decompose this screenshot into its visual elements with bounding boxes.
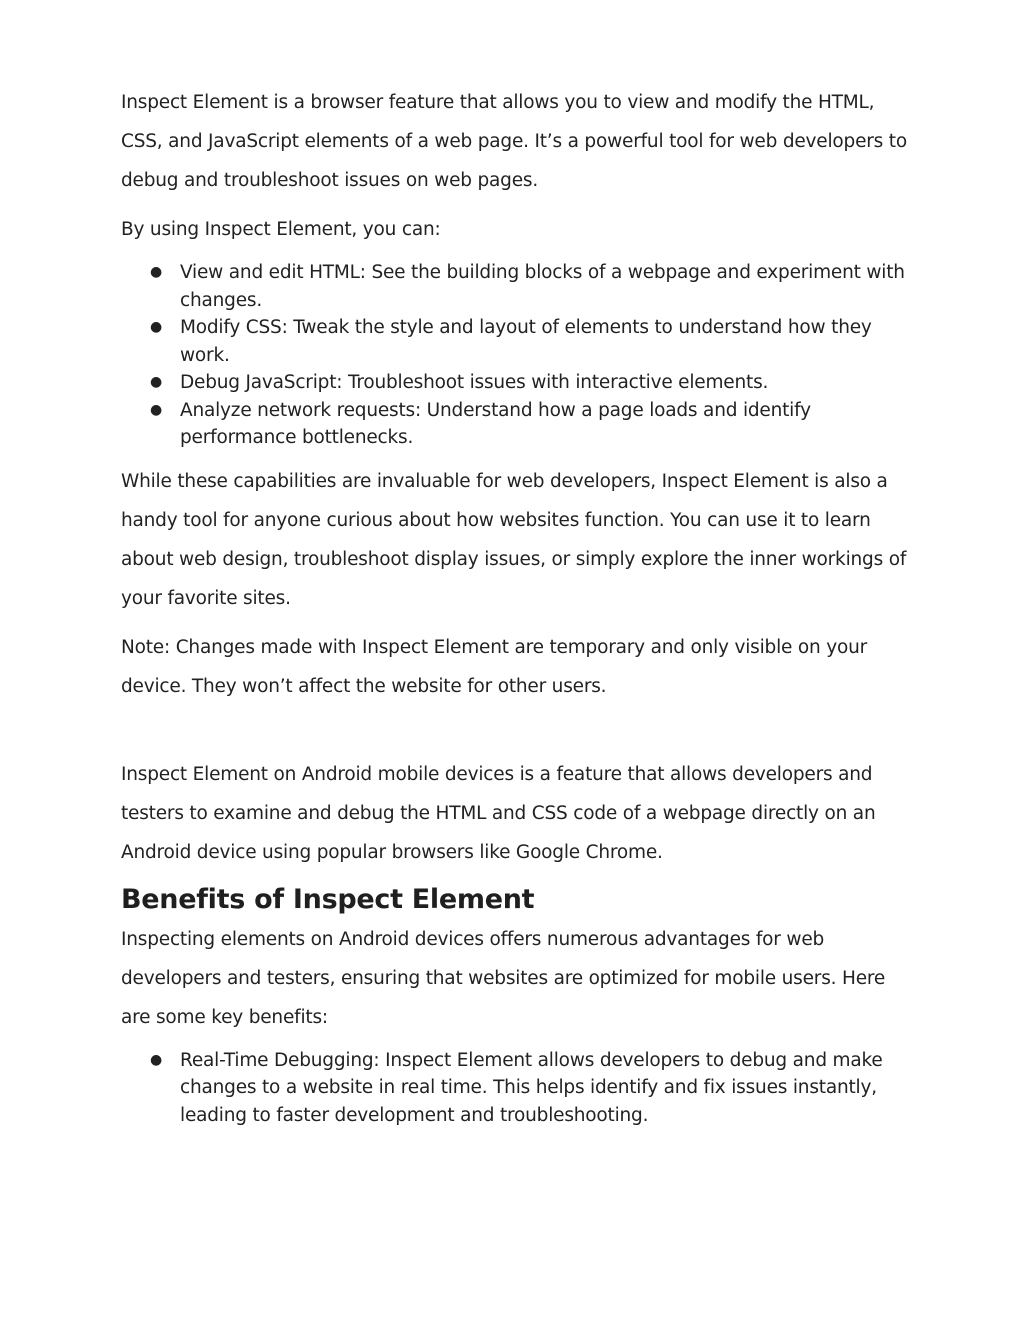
intro-paragraph: Inspect Element is a browser feature that allows you to view and modify the HTML, CSS, and JavaScript elements of a web page. It’s a powerful tool for web developers to debug and troubleshoot issues on web pages. <box>121 92 907 191</box>
list-item-text: Debug JavaScript: Troubleshoot issues with interactive elements. <box>180 372 769 393</box>
list-item <box>150 1047 911 1130</box>
document-page <box>121 83 911 1129</box>
list-item <box>150 314 911 369</box>
by-using-line: By using Inspect Element, you can: <box>121 219 441 240</box>
benefits-list <box>121 1047 911 1130</box>
list-item <box>150 369 911 397</box>
list-item <box>150 259 911 314</box>
list-item-text: Real-Time Debugging: Inspect Element allows developers to debug and make changes to a website in real time. This helps identify and fix issues instantly, leading to faster development and troubleshooting. <box>180 1049 883 1126</box>
bullet-icon: ● <box>150 1051 163 1068</box>
benefits-heading: Benefits of Inspect Element <box>121 883 535 915</box>
benefits-intro-paragraph: Inspecting elements on Android devices offers numerous advantages for web developers and testers, ensuring that websites are optimized for mobile users. Here are some key benefits: <box>121 928 886 1028</box>
bullet-icon: ● <box>150 264 163 280</box>
list-item <box>150 397 911 452</box>
note-paragraph: Note: Changes made with Inspect Element are temporary and only visible on your device. They won’t affect the website for other users. <box>121 636 867 697</box>
bullet-icon: ● <box>150 319 163 335</box>
bullet-icon: ● <box>150 374 163 390</box>
while-paragraph: While these capabilities are invaluable for web developers, Inspect Element is also a handy tool for anyone curious about how websites function. You can use it to learn about web design, troubleshoot display issues, or simply explore the inner workings of your favorite sites. <box>121 470 907 609</box>
list-item-text: View and edit HTML: See the building blocks of a webpage and experiment with changes. <box>180 262 905 311</box>
bullet-icon: ● <box>150 401 163 418</box>
android-paragraph: Inspect Element on Android mobile devices is a feature that allows developers and testers to examine and debug the HTML and CSS code of a webpage directly on an Android device using popular browsers like Google Chrome. <box>121 763 876 863</box>
capabilities-list <box>121 259 911 452</box>
list-item-text: Modify CSS: Tweak the style and layout of elements to understand how they work. <box>180 317 872 366</box>
list-item-text: Analyze network requests: Understand how a page loads and identify performance bottlenecks. <box>180 399 811 448</box>
